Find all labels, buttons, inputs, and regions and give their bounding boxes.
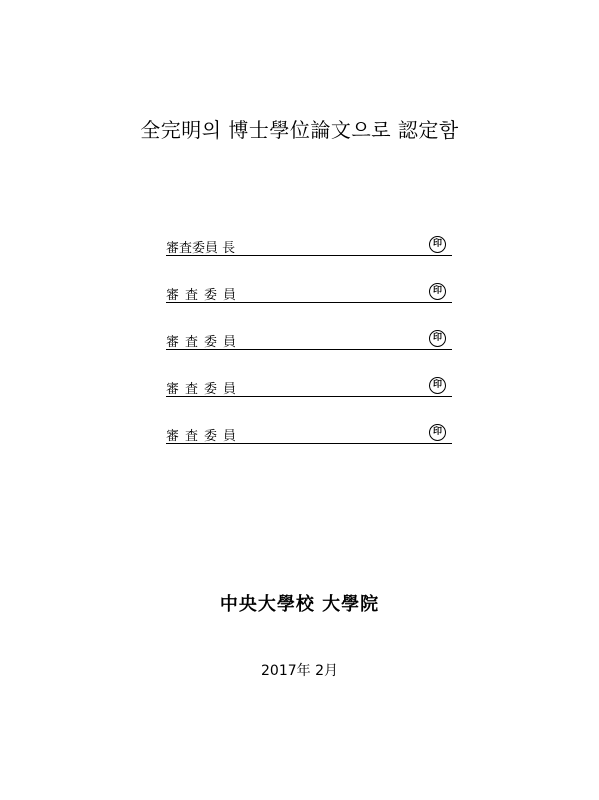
committee-member-label: 審査委員 [166,429,243,444]
seal-icon: 印 [429,424,446,441]
committee-member-row [166,330,452,350]
committee-chair-label: 審査委員 長 [166,241,236,256]
seal-icon: 印 [429,236,446,253]
approval-title: 全完明의 博士學位論文으로 認定함 [140,118,459,142]
approval-date: 2017年 2月 [261,663,338,679]
seal-icon: 印 [429,377,446,394]
committee-member-row [166,377,452,397]
committee-member-row [166,283,452,303]
committee-member-label: 審査委員 [166,335,243,350]
committee-signature-list [166,236,452,471]
committee-member-label: 審査委員 [166,288,243,303]
committee-chair-row [166,236,452,256]
committee-member-label: 審査委員 [166,382,243,397]
committee-member-row [166,424,452,444]
institution-name: 中央大學校 大學院 [219,594,380,615]
seal-icon: 印 [429,283,446,300]
seal-icon: 印 [429,330,446,347]
